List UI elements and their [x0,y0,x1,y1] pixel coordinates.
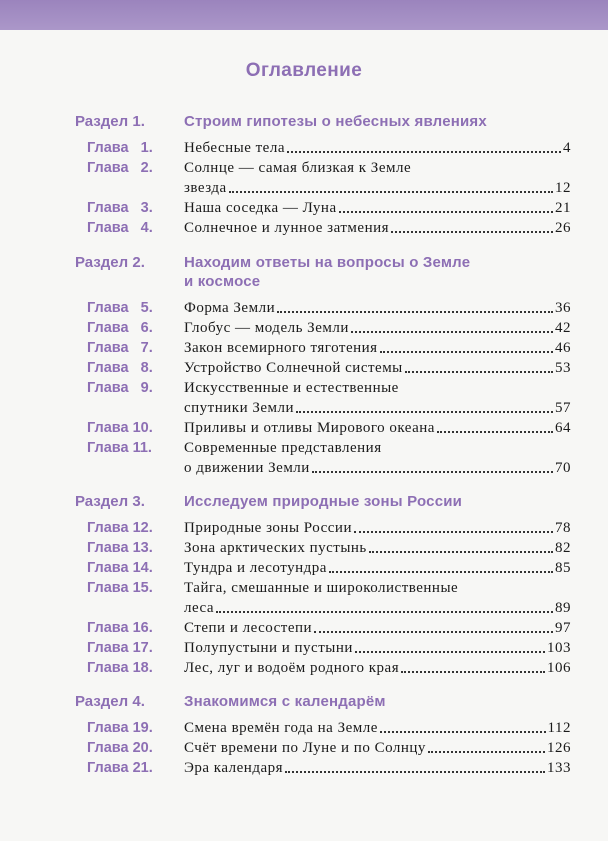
chapter-title-line [184,178,571,198]
dot-leader [405,371,553,373]
chapter-number: Глава 1. [87,140,153,156]
dot-leader [351,331,553,333]
dot-leader [285,771,545,773]
chapter-number: Глава 13. [87,540,153,556]
chapter-title-text: Глобус — модель Земли [184,320,349,336]
chapter-title-text: Солнце — самая близкая к Земле [184,160,412,176]
chapter-number: Глава 21. [87,760,153,776]
chapter-title-text: спутники Земли [184,400,295,416]
dot-leader [354,531,553,533]
chapter-title-line [184,418,571,438]
page-number: 70 [555,460,571,476]
chapter-title-text: Закон всемирного тяготения [184,340,378,356]
chapter-number: Глава 10. [87,420,153,436]
top-decorative-band [0,0,608,30]
chapter-title-text: Солнечное и лунное затмения [184,220,390,236]
chapter-title [184,158,571,198]
chapter-title [184,438,571,478]
dot-leader [428,751,545,753]
section-title [184,112,574,131]
chapter-title-line [184,338,571,358]
chapter-title-text: Полупустыни и пустыни [184,640,353,656]
section-title-line: и космосе [184,273,261,290]
dot-leader [401,671,545,673]
chapter-title-text: Лес, луг и водоём родного края [184,660,400,676]
page-number: 82 [555,540,571,556]
chapter-title-text: Тайга, смешанные и широколиственные [184,580,459,596]
chapter-title [184,518,571,538]
chapter-title [184,738,571,758]
chapter-title-text: о движении Земли [184,460,310,476]
section-title [184,492,574,511]
chapter-number: Глава 2. [87,160,153,176]
dot-leader [329,571,553,573]
chapter-title [184,758,571,778]
chapter-title [184,298,571,318]
section-number: Раздел 1. [75,113,145,130]
chapter-title-text: Зона арктических пустынь [184,540,367,556]
section-number: Раздел 4. [75,693,145,710]
chapter-title-line [184,558,571,578]
section-title [184,692,574,711]
page-number: 46 [555,340,571,356]
chapter-number: Глава 19. [87,720,153,736]
page-title: Оглавление [245,60,363,81]
chapter-title [184,618,571,638]
chapter-title [184,138,571,158]
chapter-title-text: Природные зоны России [184,520,352,536]
page-number: 103 [547,640,571,656]
dot-leader [339,211,553,213]
chapter-title-line [184,658,571,678]
chapter-title-line [184,218,571,238]
page-number: 57 [555,400,571,416]
chapter-title [184,558,571,578]
chapter-title [184,358,571,378]
chapter-title-line [184,518,571,538]
chapter-title-text: Приливы и отливы Мирового океана [184,420,435,436]
dot-leader [437,431,553,433]
dot-leader [380,731,546,733]
chapter-number: Глава 18. [87,660,153,676]
chapter-number: Глава 7. [87,340,153,356]
section-title-line: Знакомимся с календарём [184,693,386,710]
chapter-title-text: Искусственные и естественные [184,380,399,396]
chapter-title-text: Счёт времени по Луне и по Солнцу [184,740,426,756]
dot-leader [287,151,561,153]
section-title-line: Находим ответы на вопросы о Земле [184,254,471,271]
section-title-line: Исследуем природные зоны России [184,493,463,510]
dot-leader [296,411,553,413]
chapter-title-text: Небесные тела [184,140,285,156]
chapter-title-line [184,618,571,638]
chapter-title-line [184,758,571,778]
chapter-title-line [184,458,571,478]
chapter-number: Глава 3. [87,200,153,216]
chapter-title-text: Степи и лесостепи [184,620,313,636]
dot-leader [391,231,553,233]
chapter-number: Глава 8. [87,360,153,376]
dot-leader [312,471,553,473]
chapter-title-line [184,538,571,558]
chapter-title-line [184,438,571,458]
chapter-title-line [184,578,571,598]
page-number: 42 [555,320,571,336]
chapter-number: Глава 11. [87,440,152,456]
chapter-title [184,578,571,618]
chapter-title [184,198,571,218]
chapter-number: Глава 4. [87,220,153,236]
page-number: 12 [555,180,571,196]
chapter-title-line [184,598,571,618]
chapter-title [184,418,571,438]
chapter-title [184,318,571,338]
dot-leader [277,311,553,313]
chapter-number: Глава 15. [87,580,153,596]
chapter-number: Глава 16. [87,620,153,636]
page-number: 36 [555,300,571,316]
section-title-line: Строим гипотезы о небесных явлениях [184,113,487,130]
chapter-number: Глава 5. [87,300,153,316]
chapter-number: Глава 17. [87,640,153,656]
chapter-number: Глава 12. [87,520,153,536]
dot-leader [380,351,553,353]
page-number: 126 [547,740,571,756]
page-number: 53 [555,360,571,376]
page-number: 106 [547,660,571,676]
chapter-title-text: Форма Земли [184,300,276,316]
chapter-title-text: Устройство Солнечной системы [184,360,403,376]
chapter-title-line [184,638,571,658]
dot-leader [314,631,553,633]
chapter-title-line [184,158,571,178]
chapter-title-text: леса [184,600,215,616]
chapter-title-line [184,298,571,318]
section-number: Раздел 3. [75,493,145,510]
chapter-title-line [184,318,571,338]
chapter-title-line [184,138,571,158]
page-number: 89 [555,600,571,616]
chapter-title [184,718,571,738]
chapter-number: Глава 20. [87,740,153,756]
section-title [184,253,574,291]
chapter-title-text: Наша соседка — Луна [184,200,337,216]
chapter-number: Глава 6. [87,320,153,336]
page-number: 133 [547,760,571,776]
page-number: 85 [555,560,571,576]
chapter-title-line [184,738,571,758]
chapter-title-text: звезда [184,180,227,196]
page-number: 4 [563,140,571,156]
dot-leader [355,651,545,653]
chapter-number: Глава 9. [87,380,153,396]
page-number: 21 [555,200,571,216]
dot-leader [216,611,553,613]
chapter-title [184,638,571,658]
chapter-title-text: Эра календаря [184,760,284,776]
chapter-title [184,378,571,418]
chapter-title-line [184,718,571,738]
chapter-title [184,218,571,238]
page-number: 97 [555,620,571,636]
chapter-title-line [184,198,571,218]
chapter-title-line [184,358,571,378]
chapter-title [184,338,571,358]
chapter-title-text: Смена времён года на Земле [184,720,378,736]
page-number: 78 [555,520,571,536]
chapter-title [184,658,571,678]
chapter-title-text: Тундра и лесотундра [184,560,327,576]
section-number: Раздел 2. [75,254,145,271]
page-number: 26 [555,220,571,236]
page-number: 64 [555,420,571,436]
dot-leader [369,551,553,553]
chapter-number: Глава 14. [87,560,153,576]
chapter-title-text: Современные представления [184,440,382,456]
page-number: 112 [547,720,571,736]
chapter-title-line [184,378,571,398]
chapter-title-line [184,398,571,418]
dot-leader [229,191,553,193]
chapter-title [184,538,571,558]
